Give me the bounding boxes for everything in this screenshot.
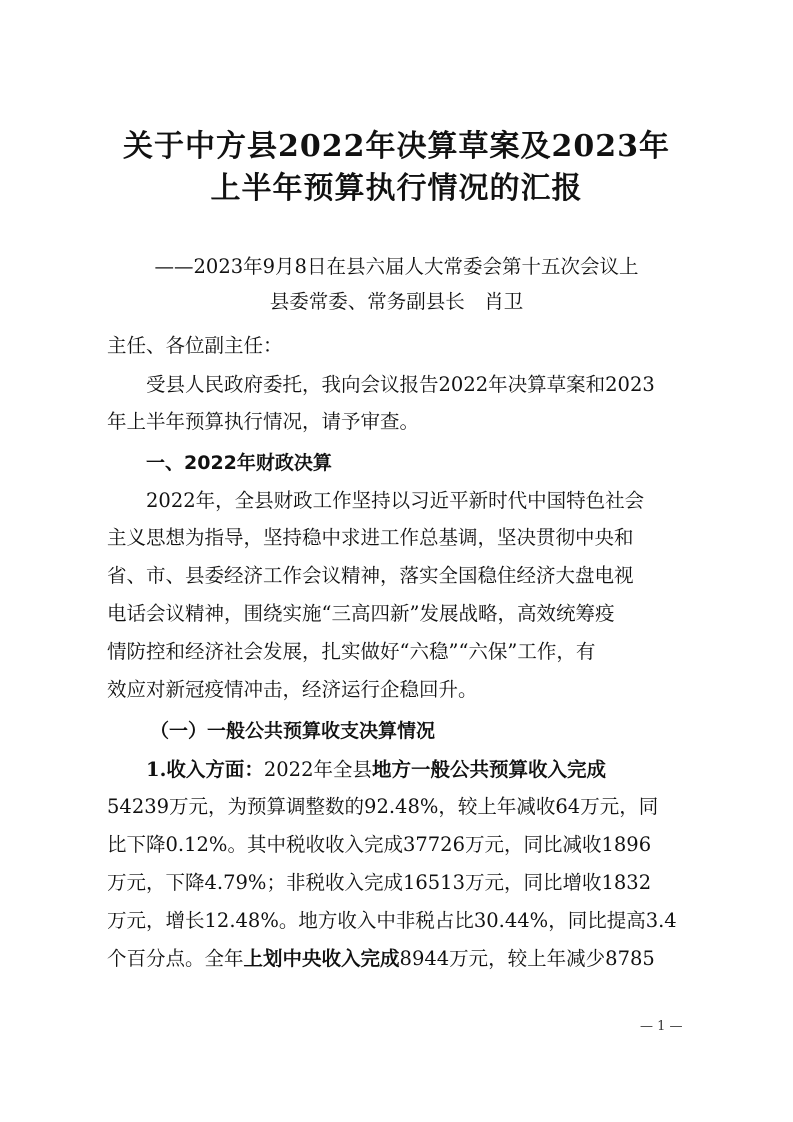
paragraph-text: 8944万元，较上年减少8785 xyxy=(399,947,655,970)
paragraph-line: 效应对新冠疫情冲击，经济运行企稳回升。 xyxy=(107,678,478,701)
intro-line-2: 年上半年预算执行情况，请予审查。 xyxy=(107,410,420,433)
paragraph-line: 省、市、县委经济工作会议精神，落实全国稳住经济大盘电视 xyxy=(107,564,634,587)
subsection-heading-1: （一）一般公共预算收支决算情况 xyxy=(150,720,436,742)
revenue-paragraph-line-1 xyxy=(146,755,726,785)
paragraph-line: 万元，增长12.48%。地方收入中非税占比30.44%，同比提高3.4 xyxy=(107,909,677,932)
document-title-line-1: 关于中方县2022年决算草案及2023年 xyxy=(123,129,670,164)
paragraph-line: 比下降0.12%。其中税收收入完成37726万元，同比减收1896 xyxy=(107,833,652,856)
intro-line-1: 受县人民政府委托，我向会议报告2022年决算草案和2023 xyxy=(146,373,655,396)
revenue-label: 1.收入方面： xyxy=(146,758,264,781)
paragraph-line: 主义思想为指导，坚持稳中求进工作总基调，坚决贯彻中央和 xyxy=(107,526,634,549)
salutation: 主任、各位副主任： xyxy=(107,334,283,357)
document-title-line-2: 上半年预算执行情况的汇报 xyxy=(210,171,583,206)
revenue-text: 2022年全县 xyxy=(263,758,372,781)
central-revenue-emphasis: 上划中央收入完成 xyxy=(243,947,400,970)
paragraph-line: 万元，下降4.79%；非税收入完成16513万元，同比增收1832 xyxy=(107,871,652,894)
revenue-paragraph-line-6 xyxy=(107,944,687,974)
paragraph-line: 54239万元，为预算调整数的92.48%，较上年减收64万元，同 xyxy=(107,795,659,818)
page-number: — 1 — xyxy=(640,1019,683,1034)
paragraph-line: 2022年，全县财政工作坚持以习近平新时代中国特色社会 xyxy=(146,489,645,512)
paragraph-line: 电话会议精神，围绕实施“三高四新”发展战略，高效统筹疫 xyxy=(107,602,615,625)
section-heading-1: 一、2022年财政决算 xyxy=(146,452,332,474)
document-subtitle-line-1: ——2023年9月8日在县六届人大常委会第十五次会议上 xyxy=(154,255,639,278)
document-subtitle-line-2: 县委常委、常务副县长 肖卫 xyxy=(269,290,524,313)
paragraph-line: 情防控和经济社会发展，扎实做好“六稳”“六保”工作，有 xyxy=(107,640,596,663)
paragraph-text: 个百分点。全年 xyxy=(107,947,244,970)
local-revenue-emphasis: 地方一般公共预算收入完成 xyxy=(372,758,607,781)
